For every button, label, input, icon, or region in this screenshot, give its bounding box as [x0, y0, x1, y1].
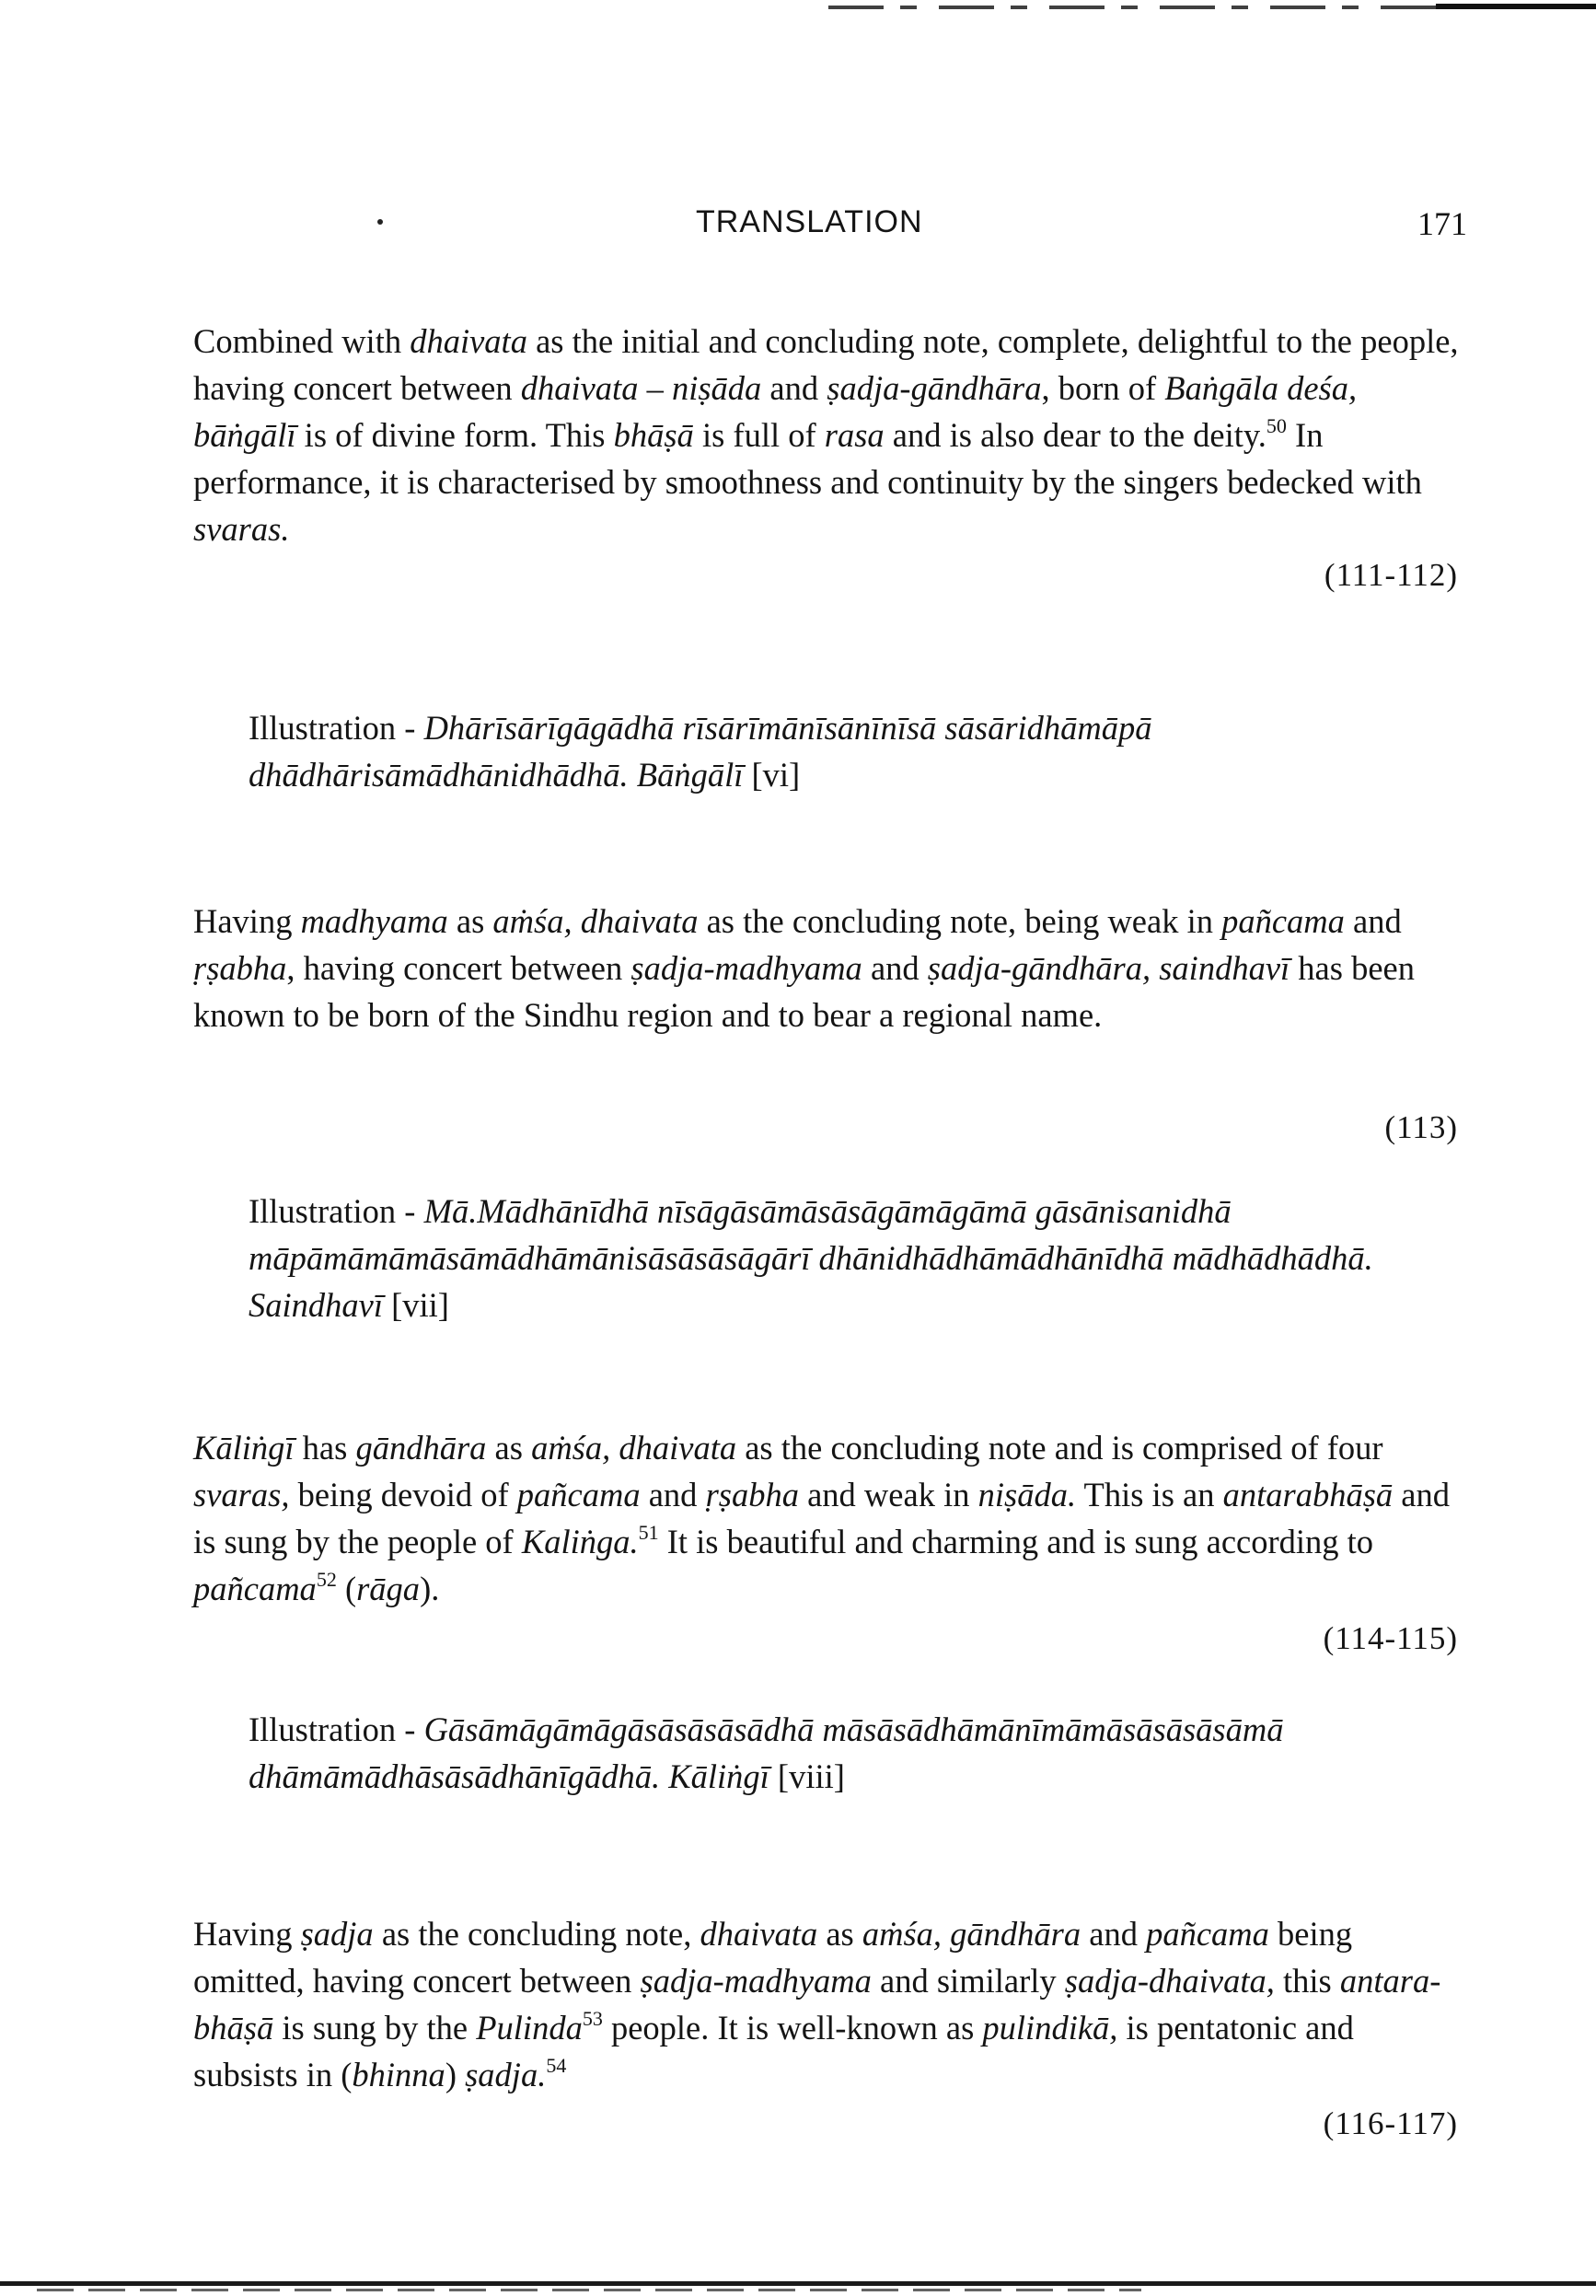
running-head-title: TRANSLATION [696, 204, 923, 239]
paragraph-bangali [193, 318, 1463, 552]
text: is pentatonic and subsists in ( [193, 2009, 1354, 2093]
term: Kaliṅga. [521, 1523, 639, 1560]
footnote-ref: 54 [546, 2053, 567, 2077]
term: bhinna [352, 2056, 445, 2093]
text: Combined with [193, 322, 411, 360]
term: aṁśa, dhaivata [531, 1429, 737, 1467]
term: svaras. [193, 510, 290, 548]
footnote-ref: 53 [582, 2006, 603, 2030]
term: ṛṣabha [193, 949, 287, 987]
term: gāndhāra [355, 1429, 487, 1467]
verse-reference: (111-112) [1324, 557, 1458, 593]
text: This is an [1076, 1476, 1223, 1513]
term: ṛṣabha [705, 1476, 799, 1513]
text: as [486, 1429, 532, 1467]
paragraph-pulindika [193, 1910, 1463, 2098]
term: antarabhāṣā [1222, 1476, 1394, 1513]
text: has been known to be born of the Sindhu region and to bear a regional name. [193, 949, 1415, 1034]
scan-bottom-edge-2 [37, 2289, 1141, 2291]
term: madhyama [300, 902, 448, 940]
running-head [0, 204, 1596, 249]
text: , born of [1041, 369, 1165, 407]
text: people. It is well-known as [602, 2009, 983, 2047]
text: and is also dear to the deity. [884, 416, 1266, 454]
text: It is beautiful and charming and is sung according to [658, 1523, 1374, 1560]
text: and [1344, 902, 1402, 940]
verse-reference: (114-115) [1323, 1620, 1458, 1656]
text: In performance, it is characterised by smoothness and continuity by the singers bedecked with [193, 416, 1422, 501]
term: ṣadja-dhaivata, [1064, 1962, 1275, 2000]
term: ṣadja. [465, 2056, 547, 2093]
text: ( [336, 1570, 357, 1607]
text: and [1081, 1915, 1147, 1953]
text: as the concluding note and is comprised of four [736, 1429, 1383, 1467]
text: as the concluding note, being weak in [698, 902, 1222, 940]
text: being omitted, having concert between [193, 1915, 1353, 2000]
footnote-ref: 52 [316, 1567, 337, 1591]
paragraph-kalingi [193, 1424, 1463, 1612]
text: being devoid of [289, 1476, 517, 1513]
term: ṣadja-madhyama [640, 1962, 872, 2000]
text: and is sung by the people of [193, 1476, 1450, 1560]
term: ṣadja-gāndhāra [827, 369, 1042, 407]
illustration-kalingi [249, 1706, 1463, 1800]
term: Pulinda [476, 2009, 583, 2047]
term: rasa [824, 416, 885, 454]
text: is full of [693, 416, 825, 454]
text: ) [445, 2056, 466, 2093]
notation: Dhārīsārīgāgādhā rīsārīmānīsānīnīsā sāsāridhāmāpā dhādhārisāmādhānidhādhā. Bāṅgālī [249, 709, 1152, 794]
term: Kāliṅgī [193, 1429, 295, 1467]
term: dhaivata [700, 1915, 818, 1953]
text: and [640, 1476, 706, 1513]
scan-top-edge-dark [1436, 4, 1596, 9]
illustration-label: Illustration - [249, 709, 424, 747]
verse-reference: (116-117) [1323, 2105, 1458, 2141]
text: and similarly [871, 1962, 1065, 2000]
illustration-tag: [vi] [743, 756, 801, 794]
text: Having [193, 1915, 301, 1953]
illustration-label: Illustration - [249, 1192, 424, 1230]
text: as the initial and concluding note, complete, delightful to the people, having concert between [193, 322, 1459, 407]
text: and [862, 949, 928, 987]
term: svaras, [193, 1476, 290, 1513]
text: is of divine form. This [295, 416, 614, 454]
text: ). [420, 1570, 440, 1607]
illustration-label: Illustration - [249, 1710, 424, 1748]
illustration-bangali [249, 704, 1463, 798]
term: pulindikā, [982, 2009, 1118, 2047]
text: Having [193, 902, 301, 940]
term: pañcama [1221, 902, 1345, 940]
term: antara-bhāṣā [193, 1962, 1441, 2047]
term: pañcama [193, 1570, 317, 1607]
text: as the concluding note, [373, 1915, 700, 1953]
footnote-ref: 50 [1266, 413, 1287, 437]
text: as [447, 902, 493, 940]
speck-dot [377, 219, 383, 225]
text: and [761, 369, 827, 407]
text: and weak in [798, 1476, 978, 1513]
term: pañcama [516, 1476, 641, 1513]
term: dhaivata [410, 322, 527, 360]
text: this [1274, 1962, 1340, 2000]
term: bhāṣā [613, 416, 694, 454]
notation: Gāsāmāgāmāgāsāsāsāsādhā māsāsādhāmānīmāmāsāsāsāsāmā dhāmāmādhāsāsādhānīgādhā. Kāliṅgī [249, 1710, 1284, 1795]
page-number: 171 [1417, 205, 1467, 242]
scan-bottom-edge [0, 2281, 1596, 2286]
term: aṁśa, dhaivata [492, 902, 699, 940]
verse-reference: (113) [1384, 1109, 1458, 1145]
term: ṣadja [300, 1915, 374, 1953]
term: aṁśa, gāndhāra [862, 1915, 1081, 1953]
footnote-ref: 51 [638, 1520, 659, 1544]
term: dhaivata – niṣāda [520, 369, 762, 407]
text: as [817, 1915, 862, 1953]
paragraph-saindhavi [193, 898, 1463, 1038]
term: ṣadja-madhyama [630, 949, 862, 987]
text: has [294, 1429, 356, 1467]
term: rāga [356, 1570, 421, 1607]
illustration-saindhavi [249, 1188, 1463, 1328]
term: niṣāda. [977, 1476, 1077, 1513]
text: , having concert between [286, 949, 631, 987]
text: is sung by the [273, 2009, 477, 2047]
notation: Mā.Mādhānīdhā nīsāgāsāmāsāsāgāmāgāmā gāsānisanidhā māpāmāmāmāsāmādhāmānisāsāsāsāgārī dhānidhādhāmādhānīdhā mādhādhādhā. Saindhavī [249, 1192, 1373, 1324]
illustration-tag: [viii] [769, 1757, 845, 1795]
term: Baṅgāla deśa, bāṅgālī [193, 369, 1358, 454]
illustration-tag: [vii] [382, 1286, 449, 1324]
term: pañcama [1146, 1915, 1269, 1953]
term: ṣadja-gāndhāra, saindhavī [927, 949, 1290, 987]
